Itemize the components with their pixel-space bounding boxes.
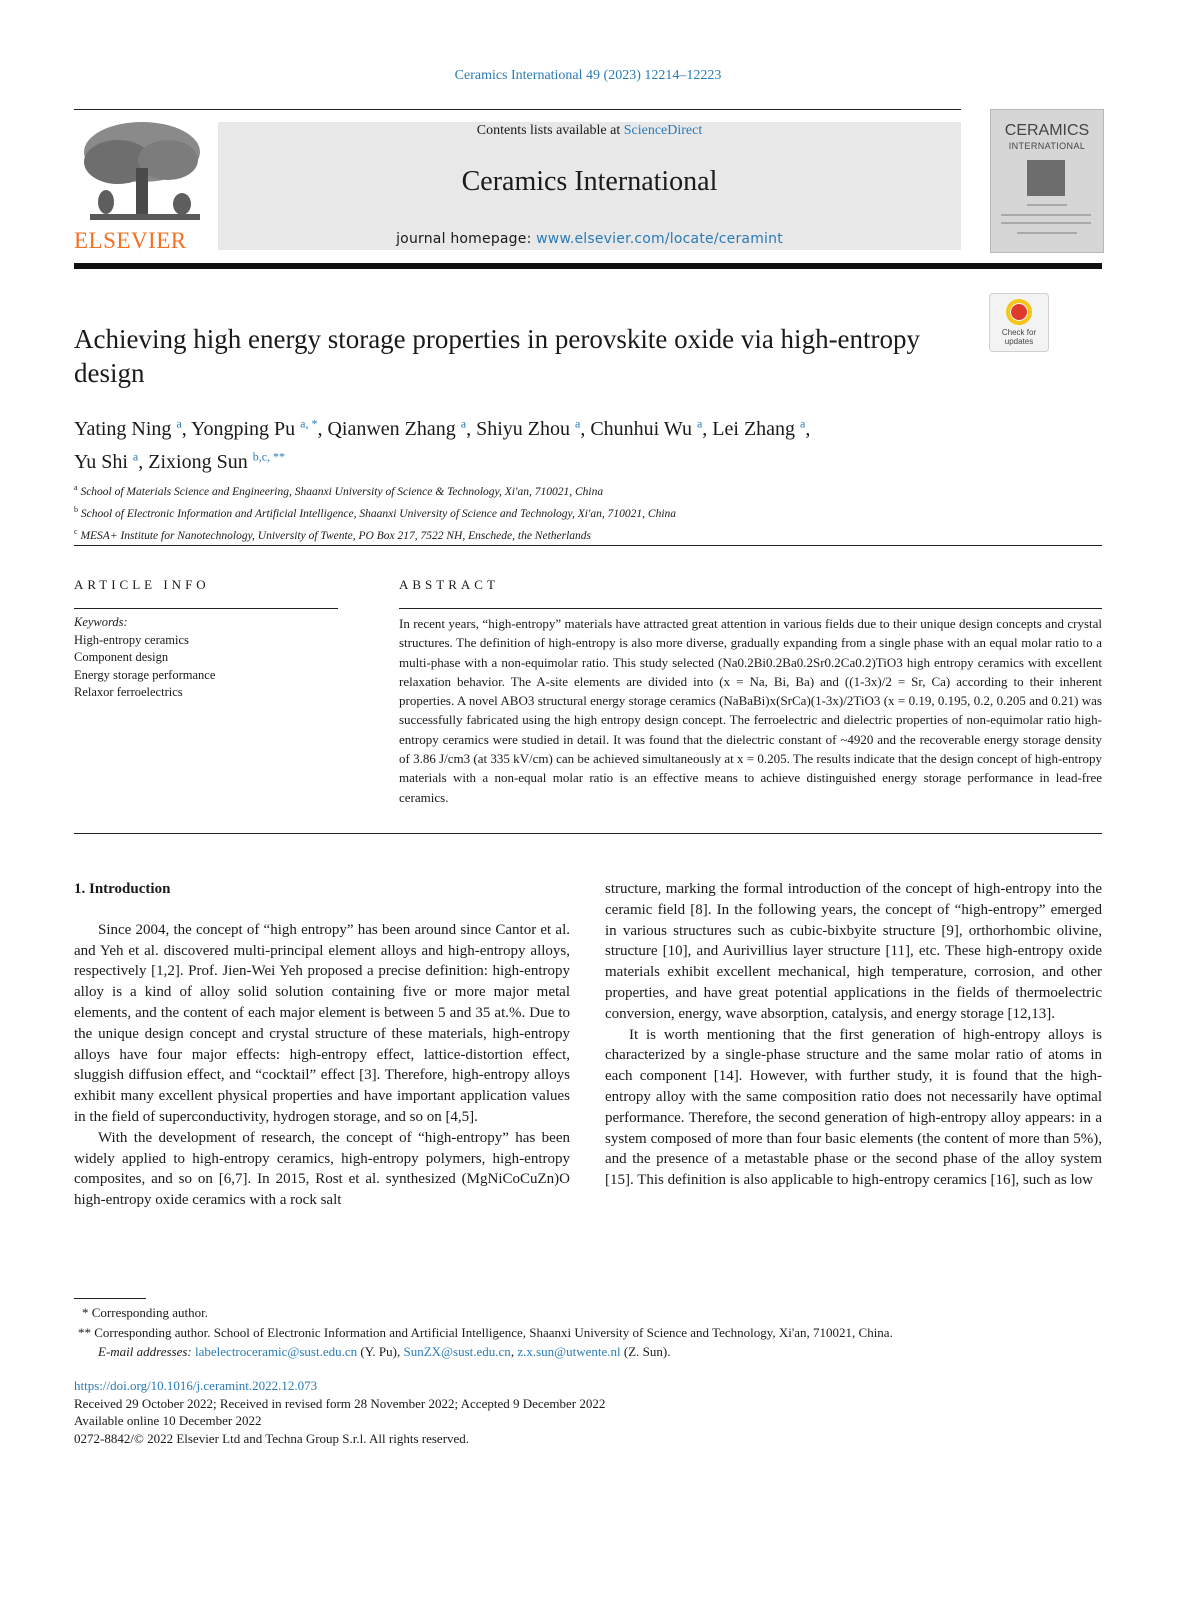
copyright: 0272-8842/© 2022 Elsevier Ltd and Techna Group S.r.l. All rights reserved. (74, 1430, 470, 1446)
cover-line (1017, 232, 1077, 234)
cover-line (1001, 214, 1091, 216)
journal-cover-thumbnail[interactable] (990, 109, 1104, 253)
cover-subtitle: INTERNATIONAL (1008, 141, 1086, 151)
contents-available: Contents lists available at ScienceDirect (476, 123, 703, 138)
email-link[interactable]: SunZX@sust.edu.cn (403, 1344, 511, 1359)
affiliation: $^c$ MESA+ Institute for Nanotechnology, University of Twente, PO Box 217, 7522 NH, Enschede, the Netherlands (74, 526, 592, 542)
author[interactable]: Yu Shi $^a$, (74, 449, 149, 474)
affiliation: $^b$ School of Electronic Information and Artificial Intelligence, Shaanxi University of Science and Technology, Xi'an, 710021, China (74, 504, 677, 520)
journal-banner (218, 122, 961, 250)
available-online: Available online 10 December 2022 (74, 1413, 262, 1428)
article-title: Achieving high energy storage properties in perovskite oxide via high-entropy design (74, 324, 921, 388)
footnote: ** Corresponding author. School of Electronic Information and Artificial Intelligence, Shaanxi University of Science and Technology, Xi'an, 710021, China. (78, 1324, 893, 1340)
cover-image (1027, 160, 1065, 196)
keywords-label: Keywords: (74, 615, 128, 629)
keyword: Component design (74, 650, 169, 664)
check-updates-label: Check for updates (1001, 328, 1037, 346)
paragraph: structure, marking the formal introduction of the concept of high-entropy into the ceramic field [8]. In the following years, the concept of “high-entropy” emerged in various structures such as cubic-bixbyite structure [9], orthorhombic olivine, structure [10], and Aurivillius layer structure [11], etc. These high-entropy oxide materials exhibit excellent mechanical, high temperature, corrosion, and other properties, and have great potential applications in the fields of thermoelectric conversion, energy, wave absorption, catalysis, and energy storage [12,13]. (605, 881, 1102, 1022)
divider (74, 608, 338, 609)
email-addresses: E-mail addresses: labelectroceramic@sust.edu.cn (Y. Pu), SunZX@sust.edu.cn, z.x.sun@utwente.nl (Z. Sun). (98, 1344, 671, 1359)
footnotes (74, 1303, 1102, 1362)
footnote-rule (74, 1298, 146, 1299)
article-info-heading: ARTICLE INFO (74, 577, 210, 592)
section-heading: 1. Introduction (74, 881, 171, 897)
cover-title: CERAMICS (1004, 122, 1090, 139)
author[interactable]: Qianwen Zhang $^a$, (327, 416, 477, 440)
cover-line (1027, 204, 1067, 206)
received-dates: Received 29 October 2022; Received in revised form 28 November 2022; Accepted 9 December 2022 (74, 1395, 606, 1411)
formula: (Na0.2Bi0.2Ba0.2Sr0.2Ca0.2)TiO3 (718, 654, 903, 670)
header-thick-rule (74, 263, 1102, 269)
author-list (74, 409, 974, 476)
homepage-link[interactable]: www.elsevier.com/locate/ceramint (536, 231, 783, 247)
keyword: Energy storage performance (74, 667, 216, 682)
author[interactable]: Chunhui Wu $^a$, (590, 416, 713, 440)
author[interactable]: Yating Ning $^a$, (74, 416, 192, 440)
email-link[interactable]: z.x.sun@utwente.nl (517, 1344, 621, 1359)
paragraph: It is worth mentioning that the first generation of high-entropy alloys is characterized by a single-phase structure and the same molar ratio of atoms in each component [14]. However, with further study, it is found that the high-entropy alloy with the same composition ratio does not necessarily have optimal performance. Therefore, the second generation of high-entropy alloy appears: in a system composed of more than four basic elements (the content of more than 5%), and the presence of a metastable phase or the second phase of the alloy system [15]. This definition is also applicable to high-entropy ceramics [16], such as low (605, 1026, 1102, 1189)
formula: ABO3 (500, 693, 535, 709)
header-top-rule (74, 109, 961, 110)
journal-homepage: journal homepage: www.elsevier.com/locate/ceramint (396, 231, 783, 247)
article-meta (74, 1377, 1102, 1447)
cover-line (1001, 222, 1091, 224)
divider (74, 545, 1102, 546)
body-column-left (74, 879, 570, 1211)
affiliations (74, 479, 1102, 544)
journal-title: Ceramics International (461, 166, 718, 197)
sciencedirect-link[interactable]: ScienceDirect (623, 123, 703, 138)
affiliation: $^a$ School of Materials Science and Engineering, Shaanxi University of Science & Technology, Xi'an, 710021, China (74, 483, 604, 498)
divider (399, 608, 1102, 609)
keywords (74, 614, 338, 702)
keyword: Relaxor ferroelectrics (74, 685, 183, 699)
paragraph: With the development of research, the concept of “high-entropy” has been widely applied to high-entropy ceramics, high-entropy polymers, high-entropy composites, and so on [6,7]. In 2015, Rost et al. synthesized (MgNiCoCuZn)O high-entropy oxide ceramics with a rock salt (74, 1129, 570, 1209)
author[interactable]: Shiyu Zhou $^a$, (476, 416, 591, 440)
author[interactable]: Yongping Pu $^{a, *}$, (191, 416, 328, 440)
divider (74, 833, 1102, 834)
paragraph: Since 2004, the concept of “high entropy” has been around since Cantor et al. and Yeh et al. discovered multi-principal element alloys and high-entropy alloys, respectively [1,2]. Prof. Jien-Wei Yeh proposed a precise definition: high-entropy alloy is a kind of alloy solid solution containing five or more major metal elements, and the content of each major element is between 5 and 35 at.%. Due to the unique design concept and crystal structure of these materials, high-entropy alloys have four major effects: high-entropy effect, lattice-distortion effect, sluggish diffusion effect, and “cocktail” effect [3]. Therefore, high-entropy alloys exhibit many excellent physical properties and have important application values in the field of superconductivity, hydrogen storage, and so on [4,5]. (74, 921, 570, 1125)
check-for-updates-button[interactable] (989, 293, 1049, 352)
author[interactable]: Zixiong Sun $^{b,c, **}$ (148, 449, 286, 474)
footnote: * Corresponding author. (82, 1305, 209, 1320)
abstract-heading: ABSTRACT (399, 577, 499, 592)
abstract-text: In recent years, “high-entropy” materials have attracted great attention in various fields due to their unique design concepts and crystal structures. The definition of high-entropy is also more diverse, gradually expanding from a single phase with an equal molar ratio to a multi-phase with a non-equimolar ratio. This study selected (Na0.2Bi0.2Ba0.2Sr0.2Ca0.2)TiO3 high entropy ceramics with excellent relaxation behavior. The A-site elements are divided into (x = Na, Bi, Ba) and ((1-3x)/2 = Sr, Ca) according to their inherent properties. A novel ABO3 structural energy storage ceramics (NaBaBi)x(SrCa)(1-3x)/2TiO3 (x = 0.19, 0.195, 0.2, 0.205 and 0.21) was successfully fabricated using the high entropy design concept. The ferroelectric and dielectric properties of non-equimolar ratio high-entropy ceramics were studied in detail. It was found that the dielectric constant of ~4920 and the recoverable energy storage density of 3.86 J/cm3 (at 335 kV/cm) can be achieved simultaneously at x = 0.205. The results indicate that the design concept of high-entropy materials with a non-equal molar ratio is an effective means to achieve distinguished energy storage performance in lead-free ceramics. (399, 616, 1102, 805)
formula: (NaBaBi)x(SrCa)(1-3x)/2TiO3 (719, 693, 881, 709)
body-column-right (605, 879, 1102, 1191)
check-updates-bookmark-icon (1011, 304, 1027, 320)
email-link[interactable]: labelectroceramic@sust.edu.cn (195, 1344, 358, 1359)
running-head[interactable]: Ceramics International 49 (2023) 12214–12223 (454, 68, 722, 83)
keyword: High-entropy ceramics (74, 632, 189, 647)
author[interactable]: Lei Zhang $^a$, (712, 416, 811, 440)
doi-link[interactable]: https://doi.org/10.1016/j.ceramint.2022.12.073 (74, 1378, 318, 1393)
elsevier-wordmark: ELSEVIER (74, 228, 187, 253)
